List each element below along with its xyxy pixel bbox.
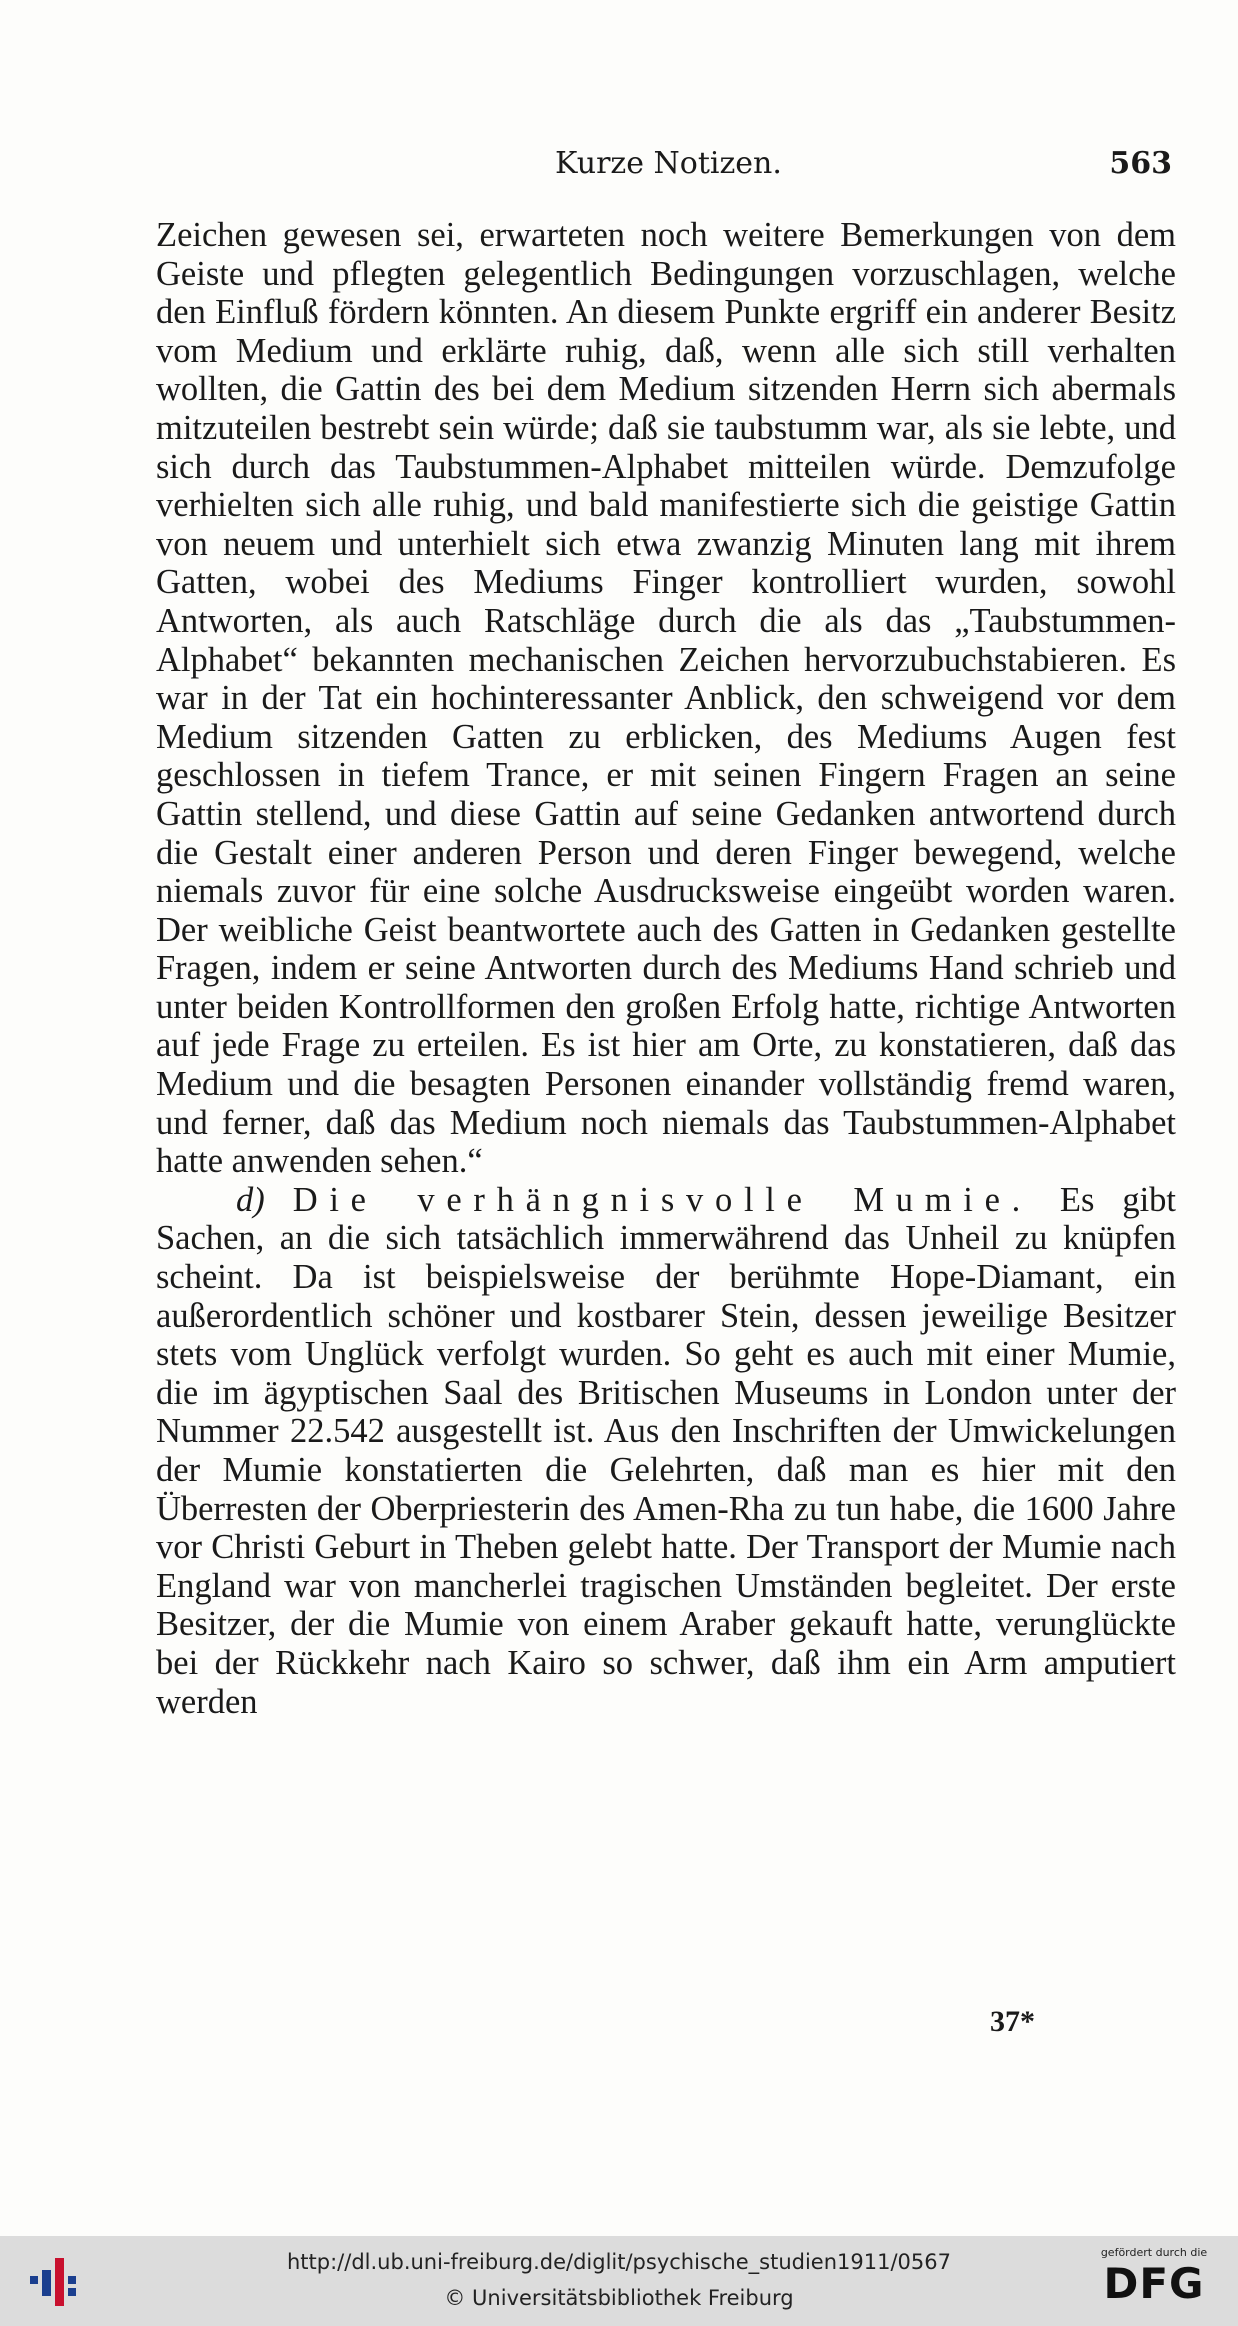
running-head xyxy=(0,146,1238,186)
dfg-logo-icon: DFG xyxy=(1103,2259,1205,2308)
permalink-link[interactable]: http://dl.ub.uni-freiburg.de/diglit/psychische_studien1911/0567 xyxy=(287,2250,951,2274)
footer-bar xyxy=(0,2236,1238,2326)
paragraph xyxy=(156,1181,1176,1721)
running-title: Kurze Notizen. xyxy=(555,146,782,181)
paragraph: Zeichen gewesen sei, erwarteten noch weitere Bemerkungen von dem Geiste und pflegten gelegentlich Bedingungen vorzuschlagen, welche den Einfluß fördern könnten. An diesem Punkte ergriff ein anderer Besitz vom Medium und erklärte ruhig, daß, wenn alle sich still verhalten wollten, die Gattin des bei dem Medium sitzenden Herrn sich abermals mitzuteilen bestrebt sein würde; daß sie taubstumm war, als sie lebte, und sich durch das Taubstummen-Alphabet mitteilen würde. Demzufolge verhielten sich alle ruhig, und bald manifestierte sich die geistige Gattin von neuem und unterhielt sich etwa zwanzig Minuten lang mit ihrem Gatten, wobei des Mediums Finger kontrolliert wurden, sowohl Antworten, als auch Ratschläge durch die als das „Taubstummen-Alphabet“ bekannten mechanischen Zeichen hervorzubuchstabieren. Es war in der Tat ein hochinteressanter Anblick, den schweigend vor dem Medium sitzenden Gatten zu erblicken, des Mediums Augen fest geschlossen in tiefem Trance, er mit seinen Fingern Fragen an seine Gattin stellend, und diese Gattin auf seine Gedanken antwortend durch die Gestalt einer anderen Person und deren Finger bewegend, welche niemals zuvor für eine solche Ausdrucksweise eingeübt worden waren. Der weibliche Geist beantwortete auch des Gatten in Gedanken gestellte Fragen, indem er seine Antworten durch des Mediums Hand schrieb und unter beiden Kontrollformen den großen Erfolg hatte, richtige Antworten auf jede Frage zu erteilen. Es ist hier am Orte, zu konstatieren, daß das Medium und die besagten Personen einander vollständig fremd waren, und ferner, daß das Medium noch niemals das Taubstummen-Alphabet hatte anwenden sehen.“ xyxy=(156,216,1176,1181)
copyright-notice: © Universitätsbibliothek Freiburg xyxy=(444,2286,794,2310)
body-text xyxy=(156,216,1176,1721)
page-number: 563 xyxy=(1109,146,1172,181)
signature-mark: 37* xyxy=(990,2005,1035,2038)
section-letter: d) xyxy=(236,1180,265,1219)
paragraph-text: Es gibt Sachen, an die sich tatsächlich immerwährend das Unheil zu knüpfen scheint. Da ist beispielsweise der berühmte Hope-Diamant, ein außerordentlich schöner und kostbarer Stein, dessen jeweilige Besitzer stets vom Unglück verfolgt wurden. So geht es auch mit einer Mumie, die im ägyptischen Saal des Britischen Museums in London unter der Nummer 22.542 ausgestellt ist. Aus den Inschriften der Umwickelungen der Mumie konstatierten die Gelehrten, daß man es hier mit den Überresten der Oberpriesterin des Amen-Rha zu tun habe, die 1600 Jahre vor Christi Geburt in Theben gelebt hatte. Der Transport der Mumie nach England war von mancherlei tragischen Umständen begleitet. Der erste Besitzer, der die Mumie von einem Araber gekauft hatte, verunglückte bei der Rückkehr nach Kairo so schwer, daß ihm ein Arm amputiert werden xyxy=(156,1180,1177,1721)
section-title: Die verhängnisvolle Mumie. xyxy=(292,1180,1032,1219)
funder-text: gefördert durch die xyxy=(1100,2246,1208,2259)
funder-logo xyxy=(1084,2246,1224,2318)
